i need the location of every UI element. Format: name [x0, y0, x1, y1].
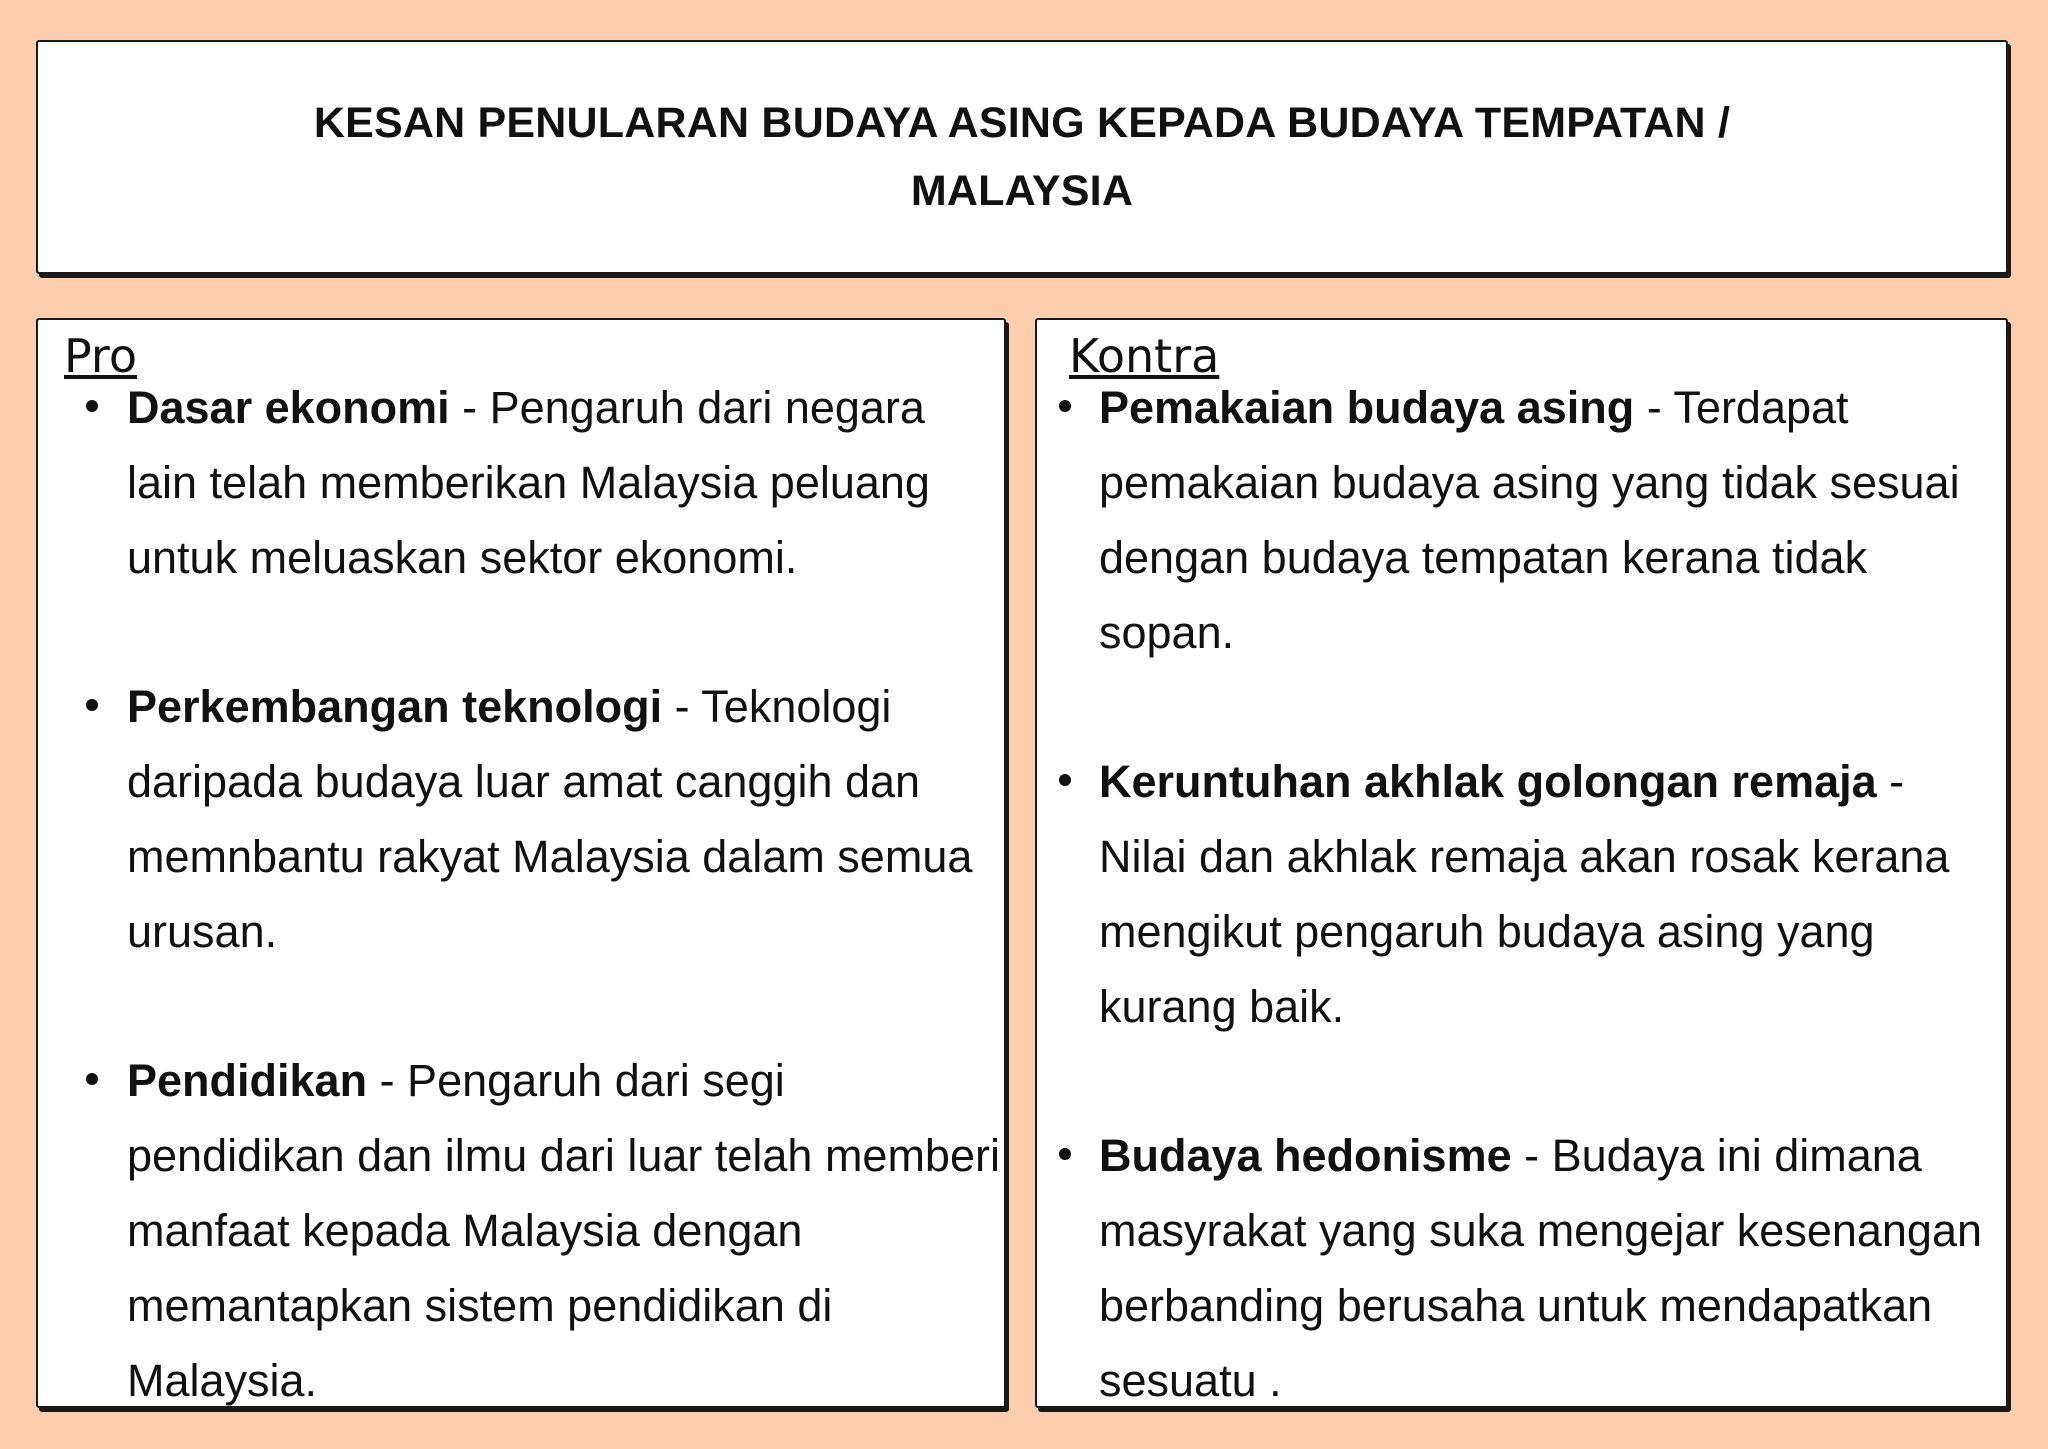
- point-description: - Budaya ini dimana masyrakat yang suka mengejar kesenangan berbanding berusaha untuk mendapatkan sesuatu .: [1099, 1130, 1983, 1406]
- kontra-heading: Kontra: [1069, 329, 1220, 383]
- point-term: Keruntuhan akhlak golongan remaja: [1099, 756, 1877, 807]
- kontra-panel: [1035, 318, 2008, 1408]
- pro-panel: [36, 318, 1006, 1408]
- pro-point-dasar-ekonomi: [38, 370, 1006, 595]
- kontra-list: [1037, 370, 2008, 1408]
- kontra-point-pemakaian-budaya-asing: [1037, 370, 2008, 670]
- point-term: Pendidikan: [127, 1055, 368, 1106]
- bullet-icon: [1059, 1148, 1071, 1160]
- bullet-icon: [86, 400, 98, 412]
- point-description: - Teknologi daripada budaya luar amat canggih dan memnbantu rakyat Malaysia dalam semua urusan.: [127, 681, 973, 957]
- kontra-point-keruntuhan-akhlak: [1037, 744, 2008, 1044]
- bullet-icon: [86, 699, 98, 711]
- bullet-icon: [1059, 774, 1071, 786]
- point-term: Dasar ekonomi: [127, 382, 450, 433]
- pro-heading: Pro: [64, 329, 137, 383]
- title-box: [36, 40, 2008, 274]
- bullet-icon: [86, 1073, 98, 1085]
- point-description: - Nilai dan akhlak remaja akan rosak kerana mengikut pengaruh budaya asing yang kurang baik.: [1099, 756, 1950, 1032]
- bullet-icon: [1059, 400, 1071, 412]
- point-term: Perkembangan teknologi: [127, 681, 663, 732]
- title-line-1: KESAN PENULARAN BUDAYA ASING KEPADA BUDAYA TEMPATAN /: [313, 99, 1731, 147]
- pro-list: [38, 370, 1006, 1408]
- point-description: - Pengaruh dari negara lain telah memberikan Malaysia peluang untuk meluaskan sektor ekonomi.: [127, 382, 930, 583]
- kontra-point-budaya-hedonisme: [1037, 1118, 2008, 1408]
- point-description: - Pengaruh dari segi pendidikan dan ilmu dari luar telah memberi manfaat kepada Malaysia dengan memantapkan sistem pendidikan di Malaysia.: [127, 1055, 1000, 1406]
- pro-point-pendidikan: [38, 1043, 1006, 1408]
- pro-point-perkembangan-teknologi: [38, 669, 1006, 969]
- title-line-2: MALAYSIA: [910, 167, 1134, 215]
- point-description: - Terdapat pemakaian budaya asing yang tidak sesuai dengan budaya tempatan kerana tidak sopan.: [1099, 382, 1960, 658]
- page-title: [314, 89, 1730, 225]
- point-term: Budaya hedonisme: [1099, 1130, 1512, 1181]
- point-term: Pemakaian budaya asing: [1099, 382, 1635, 433]
